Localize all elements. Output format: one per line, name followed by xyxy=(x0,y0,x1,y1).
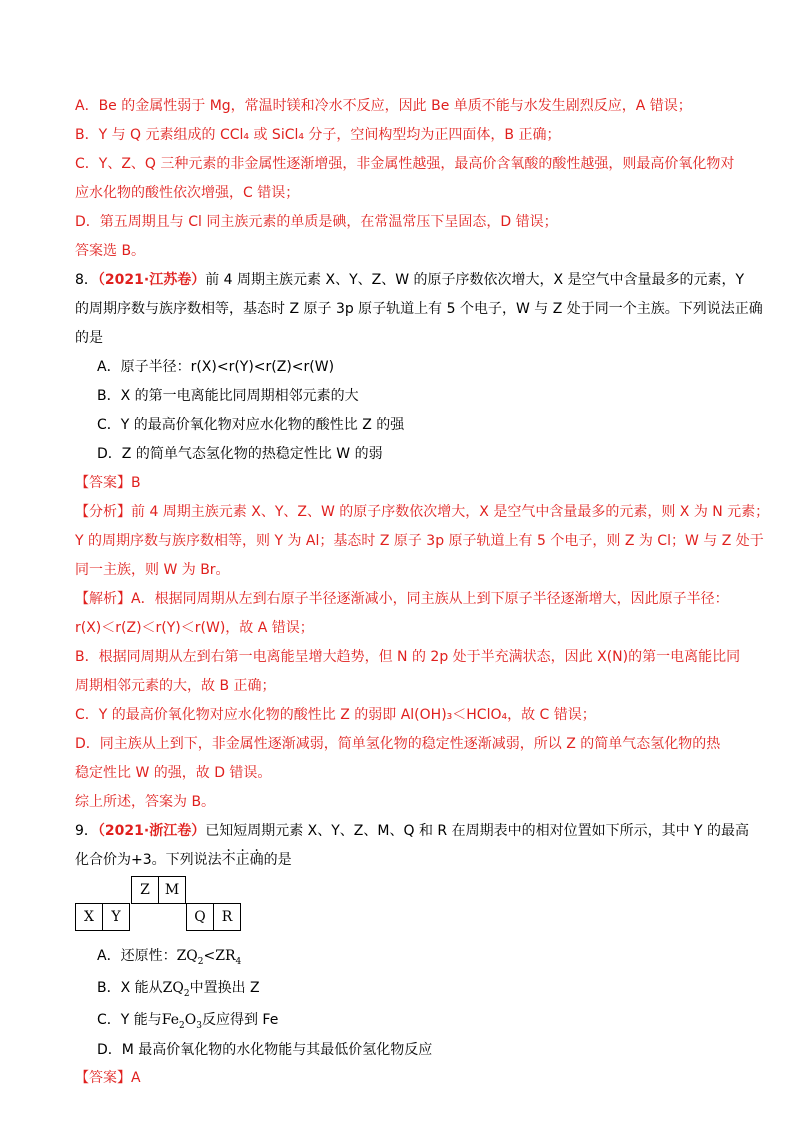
cell-r: R xyxy=(213,903,241,931)
q9-option-c-pre: C．Y 能与 xyxy=(97,1012,162,1028)
q8-answer: 【答案】B xyxy=(75,475,141,491)
formula-sub: 2 xyxy=(179,1020,185,1031)
prev-explanation-b: B．Y 与 Q 元素组成的 CCl₄ 或 SiCl₄ 分子，空间构型均为正四面体，B 正确； xyxy=(75,127,561,143)
emphasis-char: 正 xyxy=(235,852,250,868)
cell-m: M xyxy=(158,876,186,904)
q8-explain-b1: B．根据同周期从左到右第一电离能呈增大趋势，但 N 的 2p 处于半充满状态，因此 X(N)的第一电离能比同 xyxy=(75,649,741,665)
q9-option-d: D．M 最高价氧化物的水化物能与其最低价氢化物反应 xyxy=(97,1042,433,1058)
q8-source: （2021·江苏卷） xyxy=(97,272,206,288)
formula-lt: < xyxy=(203,948,216,964)
cell-x: X xyxy=(75,903,103,931)
q8-option-c: C．Y 的最高价氧化物对应水化物的酸性比 Z 的强 xyxy=(97,417,405,433)
q9-stem-line1 xyxy=(75,821,749,841)
q8-summary: 综上所述，答案为 B。 xyxy=(75,794,216,810)
q9-stem-line2 xyxy=(75,850,292,870)
q8-stem1: 前 4 周期主族元素 X、Y、Z、W 的原子序数依次增大，X 是空气中含量最多的元素，Y xyxy=(205,272,745,288)
formula-sub: 3 xyxy=(196,1020,202,1031)
q9-option-b xyxy=(97,978,260,1004)
q8-explain-a2: r(X)＜r(Z)＜r(Y)＜r(W)，故 A 错误； xyxy=(75,620,314,636)
q9-option-b-post: 中置换出 Z xyxy=(189,980,260,996)
q9-answer: 【答案】A xyxy=(75,1070,141,1086)
q9-option-a-formula xyxy=(176,948,242,967)
q8-option-a: A．原子半径：r(X)<r(Y)<r(Z)<r(W) xyxy=(97,359,335,375)
q8-explain-d1: D．同主族从上到下，非金属性逐渐减弱，简单氢化物的稳定性逐渐减弱，所以 Z 的简单气态氢化物的热 xyxy=(75,736,721,752)
q9-emphasis xyxy=(222,852,264,868)
prev-answer: 答案选 B。 xyxy=(75,243,146,259)
q9-source: （2021·浙江卷） xyxy=(97,823,206,839)
q8-analysis-3: 同一主族，则 W 为 Br。 xyxy=(75,562,230,578)
prev-explanation-d: D．第五周期且与 Cl 同主族元素的单质是碘，在常温常压下呈固态，D 错误； xyxy=(75,214,558,230)
prev-explanation-a: A．Be 的金属性弱于 Mg，常温时镁和冷水不反应，因此 Be 单质不能与水发生剧烈反应，A 错误； xyxy=(75,98,692,114)
q9-option-b-formula xyxy=(162,980,190,999)
cell-q: Q xyxy=(186,903,214,931)
q9-option-c xyxy=(97,1010,278,1036)
formula-fe: Fe xyxy=(161,1012,180,1028)
q9-stem2-a: 化合价为+3。下列说法 xyxy=(75,852,222,868)
q8-analysis-1: 【分析】前 4 周期主族元素 X、Y、Z、W 的原子序数依次增大，X 是空气中含量最多的元素，则 X 为 N 元素； xyxy=(75,504,770,520)
formula-sub: 2 xyxy=(197,956,204,967)
q8-explain-c: C．Y 的最高价氧化物对应水化物的酸性比 Z 的弱即 Al(OH)₃＜HClO₄，故 C 错误； xyxy=(75,707,596,723)
q8-option-d: D．Z 的简单气态氢化物的热稳定性比 W 的弱 xyxy=(97,446,383,462)
q9-option-a-text: A．还原性： xyxy=(97,948,177,964)
q8-analysis-2: Y 的周期序数与族序数相等，则 Y 为 Al；基态时 Z 原子 3p 原子轨道上有 5 个电子，则 Z 为 Cl；W 与 Z 处于 xyxy=(75,533,764,549)
prev-explanation-c1: C．Y、Z、Q 三种元素的非金属性逐渐增强，非金属性越强，最高价含氧酸的酸性越强，则最高价氧化物对 xyxy=(75,156,735,172)
emphasis-char: 确 xyxy=(249,852,264,868)
cell-z: Z xyxy=(131,876,159,904)
formula-sub: 2 xyxy=(183,988,190,999)
q8-explain-a1: 【解析】A．根据同周期从左到右原子半径逐渐减小，同主族从上到下原子半径逐渐增大，因此原子半径： xyxy=(75,591,729,607)
q9-option-c-formula xyxy=(161,1012,202,1031)
q9-option-a xyxy=(97,946,241,972)
cell-y: Y xyxy=(102,903,130,931)
q9-option-c-post: 反应得到 Fe xyxy=(201,1012,279,1028)
formula-sub: 4 xyxy=(235,956,242,967)
formula-zq: ZQ xyxy=(176,948,198,964)
q8-stem-line3: 的是 xyxy=(75,330,103,346)
prev-explanation-c2: 应水化物的酸性依次增强，C 错误； xyxy=(75,185,300,201)
q8-stem-line2: 的周期序数与族序数相等，基态时 Z 原子 3p 原子轨道上有 5 个电子，W 与 Z 处于同一个主族。下列说法正确 xyxy=(75,301,763,317)
q8-option-b: B．X 的第一电离能比同周期相邻元素的大 xyxy=(97,388,359,404)
q8-stem-line1 xyxy=(75,270,744,290)
formula-o: O xyxy=(184,1012,197,1028)
formula-zr: ZR xyxy=(215,948,236,964)
q9-option-b-pre: B．X 能从 xyxy=(97,980,163,996)
q9-number: 9． xyxy=(75,823,98,839)
q9-stem1: 已知短周期元素 X、Y、Z、M、Q 和 R 在周期表中的相对位置如下所示，其中 Y 的最高 xyxy=(205,823,750,839)
emphasis-char: 不 xyxy=(221,852,236,868)
q8-explain-d2: 稳定性比 W 的强，故 D 错误。 xyxy=(75,765,272,781)
q8-explain-b2: 周期相邻元素的大，故 B 正确； xyxy=(75,678,276,694)
q9-stem2-b: 的是 xyxy=(263,852,292,868)
formula-zq: ZQ xyxy=(162,980,184,996)
q8-number: 8． xyxy=(75,272,98,288)
